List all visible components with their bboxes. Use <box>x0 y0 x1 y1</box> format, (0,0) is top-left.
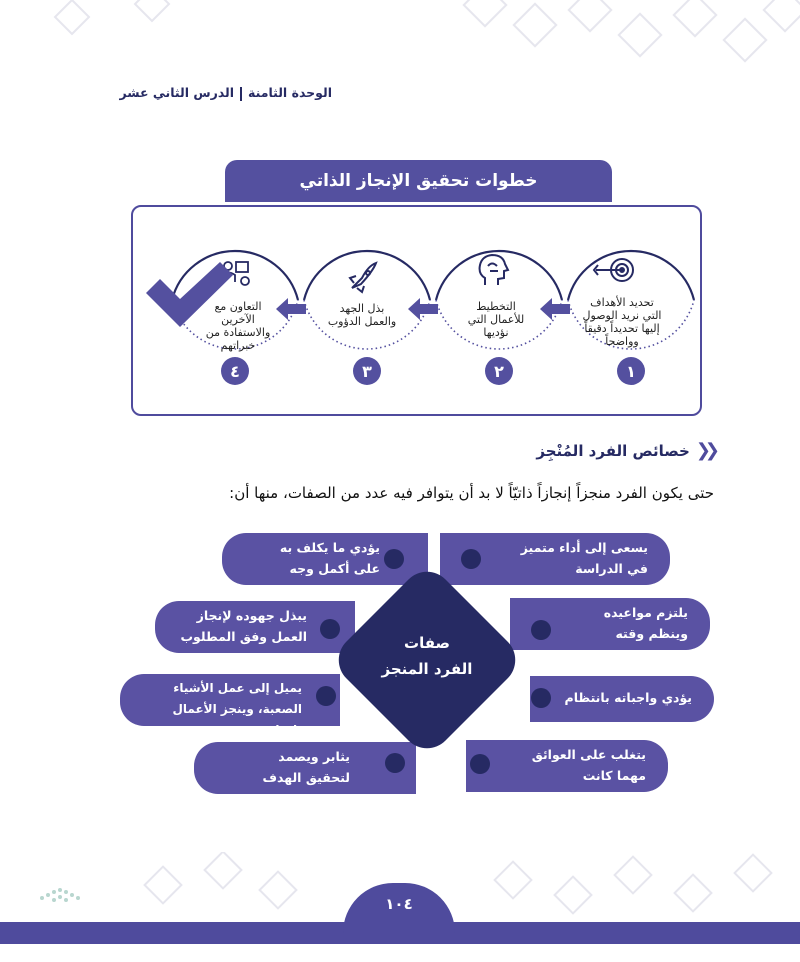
step-2-line: التخطيط <box>476 300 516 313</box>
connector-dot <box>316 686 336 706</box>
step-2-arc <box>436 251 562 300</box>
connector-dot <box>531 688 551 708</box>
trait-line: يسعى إلى أداء متميز <box>520 540 648 555</box>
step-3-line: بذل الجهد <box>339 302 385 315</box>
center-label-line: الفرد المنجز <box>381 660 473 678</box>
step-3-line: والعمل الدؤوب <box>327 315 397 328</box>
step-2-line: نؤديها <box>483 326 509 339</box>
trait-line: يبذل جهوده لإنجاز <box>196 608 307 623</box>
step-4-text <box>193 300 283 352</box>
trait-line: وينظم وقته <box>615 626 688 641</box>
target-icon <box>594 259 633 281</box>
trait-line: الصعبة، وينجز الأعمال بإتقان <box>172 702 302 737</box>
trait-line: يؤدي واجباته بانتظام <box>564 690 692 705</box>
connector-dot <box>461 549 481 569</box>
step-1-text <box>578 296 666 348</box>
connector-dot <box>384 549 404 569</box>
trait-pill <box>466 740 668 792</box>
connector-dot <box>385 753 405 773</box>
rocket-icon <box>350 263 376 292</box>
step-4-line: التعاون مع <box>214 300 262 313</box>
trait-pill <box>120 674 340 737</box>
characteristics-heading-text: خصائص الفرد المُنْجِز <box>536 441 690 460</box>
step-4-line: والاستفادة من <box>205 326 271 339</box>
step-4-number: ٤ <box>221 357 249 385</box>
trait-line: يتغلب على العوائق <box>531 747 646 762</box>
trait-line: مهما كانت <box>582 768 646 783</box>
lesson-label: الدرس الثاني عشر <box>119 85 235 100</box>
connector-dot <box>320 619 340 639</box>
step-1-line: تحديد الأهداف <box>590 296 654 309</box>
step-1-line: التي نريد الوصول <box>582 309 662 322</box>
step-4-line: خبراتهم <box>220 339 256 352</box>
step-2-text <box>456 300 536 339</box>
trait-line: في الدراسة <box>575 561 648 576</box>
step-1-line: إليها تحديداً دقيقاً <box>584 322 660 335</box>
characteristics-heading <box>536 440 714 461</box>
trait-line: العمل وفق المطلوب <box>180 629 307 644</box>
steps-title: خطوات تحقيق الإنجاز الذاتي <box>225 160 612 202</box>
step-4-line: الآخرين <box>221 313 255 326</box>
unit-label: الوحدة الثامنة <box>248 85 332 100</box>
double-chevron-icon: ❮❮ <box>695 440 714 461</box>
trait-pill <box>530 676 714 722</box>
center-label-line: صفات <box>404 634 450 652</box>
step-1-number: ١ <box>617 357 645 385</box>
trait-pill <box>194 742 416 794</box>
center-label <box>357 630 497 682</box>
connector-dot <box>470 754 490 774</box>
trait-line: يثابر ويصمد <box>278 749 350 764</box>
connector-dot <box>531 620 551 640</box>
trait-line: يؤدي ما يكلف به <box>279 540 380 555</box>
ministry-logo-icon <box>20 880 100 920</box>
trait-line: يميل إلى عمل الأشياء <box>173 681 302 695</box>
trait-line: لتحقيق الهدف <box>262 770 350 785</box>
step-3-number: ٣ <box>353 357 381 385</box>
page-number: ١٠٤ <box>343 883 455 933</box>
trait-line: يلتزم مواعيده <box>603 605 688 620</box>
step-2-line: للأعمال التي <box>467 313 525 326</box>
step-3-text <box>322 302 402 328</box>
characteristics-intro: حتى يكون الفرد منجزاً إنجازاً ذاتيّاً لا بد أن يتوافر فيه عدد من الصفات، منها أن: <box>229 484 714 502</box>
step-1-line: وواضحاً <box>605 335 639 348</box>
brain-head-icon <box>480 255 508 285</box>
step-2-number: ٢ <box>485 357 513 385</box>
trait-line: على أكمل وجه <box>289 561 380 576</box>
